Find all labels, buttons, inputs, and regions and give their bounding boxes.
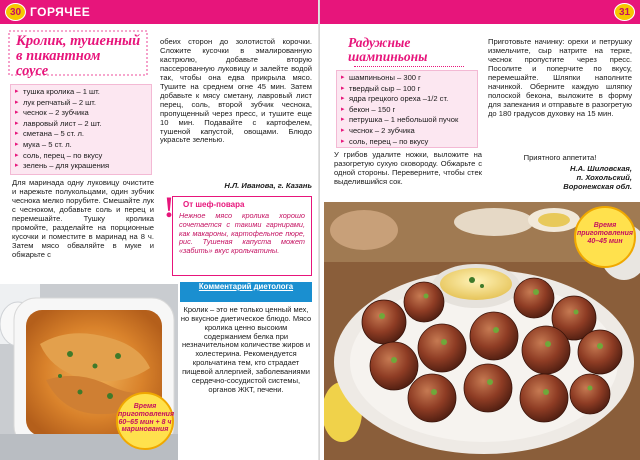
author-line: п. Хохольский, <box>576 173 632 183</box>
section-header-band <box>0 0 320 24</box>
photo-rabbit-dish <box>0 284 178 460</box>
method-text-mushrooms-2 <box>488 38 632 152</box>
ingredient-item: ▸ чеснок – 2 зубчика <box>15 109 147 120</box>
method-paragraph: Приготовьте начинку: орехи и петрушку измельчите, сыр натрите на терке, чеснок пропустите через пресс. Посолите и поперчите по вкусу, перемешайте. Шляпки наполните начинкой. Оберните каждую шляпку полоской бекона, выложите в форму для запекания и отправьте в разогретую до 180 градусов духовку на 15 мин. <box>488 38 632 118</box>
title-line: Радужные <box>348 35 411 50</box>
ingredient-item: ▸ чеснок – 2 зубчика <box>341 127 473 138</box>
badge-line: приготовления <box>118 410 175 418</box>
method-text-rabbit-2 <box>160 38 312 180</box>
author-signature-left: Н.Л. Иванова, г. Казань <box>224 181 312 190</box>
author-signature-right <box>488 164 632 191</box>
method-text-rabbit-1 <box>12 179 154 283</box>
ingredient-item: ▸ лук репчатый – 2 шт. <box>15 99 147 110</box>
closing-line: Приятного аппетита! <box>523 153 597 162</box>
ingredient-item: ▸ соль, перец – по вкусу <box>341 138 473 149</box>
page-number-right: 31 <box>614 3 635 21</box>
cooking-time-badge-left <box>116 392 174 450</box>
author-line: Воронежская обл. <box>563 182 632 192</box>
ingredient-item: ▸ зелень – для украшения <box>15 162 147 173</box>
dietitian-heading: Комментарий диетолога <box>180 282 312 302</box>
method-paragraph: Для маринада одну луковицу очистите и нарежьте полукольцами, один зубчик чеснока мелко порубите. Смешайте лук с чесноком, добавьте соль и перец и перемешайте. Тушку кролика промойте, разделайте на порционные кусочки и поместите в маринад на 8 ч. Затем мясо обваляйте в муке и обжарьте с <box>12 179 154 259</box>
method-paragraph: обеих сторон до золотистой корочки. Сложите кусочки в эмалированную кастрюлю, добавьте вторую пассерованную луковицу и залейте водой так, чтобы она едва прикрыла мясо. Тушите на среднем огне 45 мин. Затем добавьте к мясу сметану, лавровый лист перец, соль, второй зубчик чеснока, пропущенный через пресс, и тушите еще 10 мин. Подавайте с картофелем, тушеной капустой, овощами. Блюдо украсьте зеленью. <box>160 38 312 145</box>
chef-tip-text: Нежное мясо кролика хорошо сочетается с такими гарнирами, как макароны, картофельное пюре, рис. Тушеная капуста может «забить» вкус крольчатины. <box>179 211 305 255</box>
page-number-left: 30 <box>5 3 26 21</box>
ingredient-item: ▸ лавровый лист – 2 шт. <box>15 120 147 131</box>
badge-line: приготовления <box>576 229 634 237</box>
title-divider <box>354 66 464 67</box>
ingredient-item: ▸ твердый сыр – 100 г <box>341 85 473 96</box>
badge-line: Время <box>593 222 617 229</box>
ingredient-list <box>337 71 477 151</box>
ingredient-item: ▸ мука – 5 ст. л. <box>15 141 147 152</box>
ingredient-item: ▸ тушка кролика – 1 шт. <box>15 88 147 99</box>
ingredient-item: ▸ соль, перец – по вкусу <box>15 152 147 163</box>
method-paragraph: У грибов удалите ножки, выложите на разогретую сухую сковороду. Обжарьте с одной стороны. Переверните, чтобы стек выделившийся сок. <box>334 151 482 186</box>
badge-line: маринования <box>121 426 169 434</box>
cooking-time-badge-right <box>574 206 636 268</box>
ingredient-list <box>11 85 151 176</box>
recipe-title-rabbit <box>16 34 150 78</box>
badge-line: Время <box>133 403 157 410</box>
title-line: шампиньоны <box>348 48 428 64</box>
recipe-title-mushrooms <box>348 36 472 66</box>
ingredient-item: ▸ бекон – 150 г <box>341 106 473 117</box>
ingredient-item: ▸ сметана – 5 ст. л. <box>15 130 147 141</box>
title-line: соусе <box>16 62 49 79</box>
badge-line: 40–45 мин <box>587 237 623 245</box>
ingredient-item: ▸ шампиньоны – 300 г <box>341 74 473 85</box>
ingredients-box-mushrooms <box>336 70 478 148</box>
badge-line: 60–65 мин + 8 ч <box>118 418 172 426</box>
chef-tip-box <box>164 191 312 276</box>
ingredients-box-rabbit <box>10 84 152 175</box>
chef-tip-heading: От шеф-повара <box>183 200 245 209</box>
section-title: ГОРЯЧЕЕ <box>30 5 91 19</box>
right-header-band <box>320 0 640 24</box>
author-line: Н.А. Шиловская, <box>570 164 632 173</box>
title-line: Кролик, тушенный <box>16 33 141 49</box>
photo-stuffed-mushrooms <box>324 202 640 460</box>
title-line: в пикантном <box>16 47 101 64</box>
dietitian-text: Кролик – это не только ценный мех, но вкусное диетическое блюдо. Мясо кролика ценно высоким содержанием белка при незначительном количестве жиров и холестерина. Рекомендуется крольчатина тем, кто страдает пищевой аллергией, заболеваниями сердечно-сосудистой системы, органов ЖКТ, печени. <box>180 305 312 394</box>
recipe-title-text <box>348 36 472 64</box>
ingredient-item: ▸ петрушка – 1 небольшой пучок <box>341 116 473 127</box>
exclamation-icon: ! <box>164 191 174 224</box>
method-text-mushrooms-1 <box>334 151 482 197</box>
ingredient-item: ▸ ядра грецкого ореха –1/2 ст. <box>341 95 473 106</box>
